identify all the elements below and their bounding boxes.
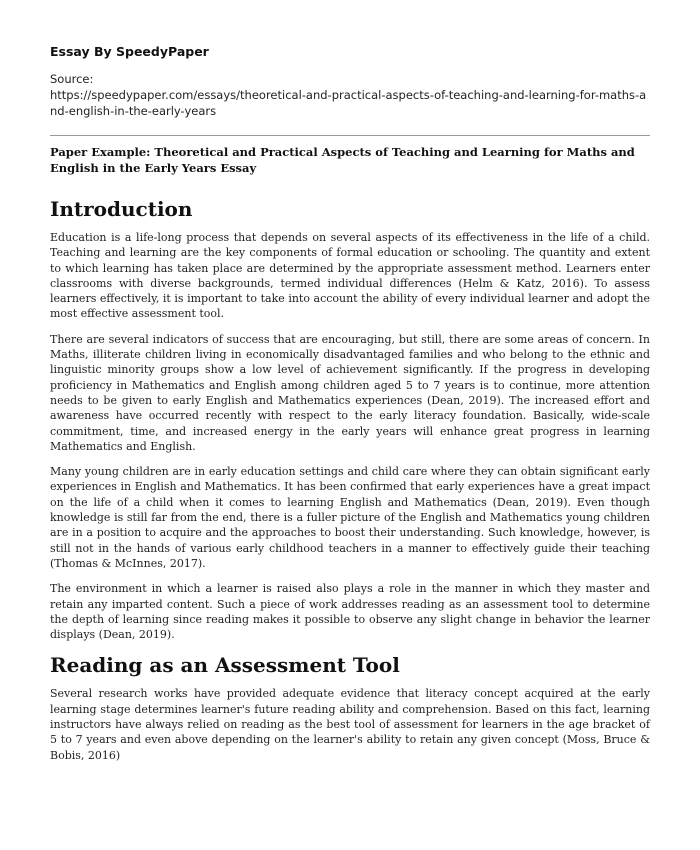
paper-title: Paper Example: Theoretical and Practical Aspects of Teaching and Learning for Maths and English in the Early Years Essay xyxy=(50,145,635,175)
paragraph: Several research works have provided adequate evidence that literacy concept acquired at the early learning stage determines learner's future reading ability and comprehension. Based on this fact, learning instructors have always relied on reading as the best tool of assessment for learners in the age bracket of 5 to 7 years and even above depending on the learner's ability to retain any given concept (Moss, Bruce & Bobis, 2016) xyxy=(50,687,650,762)
divider xyxy=(50,135,650,136)
section-introduction xyxy=(50,196,650,642)
paragraph: The environment in which a learner is raised also plays a role in the manner in which they master and retain any imparted content. Such a piece of work addresses reading as an assessment tool to determine the depth of learning since reading makes it possible to observe any slight change in behavior the learner displays (Dean, 2019). xyxy=(50,582,650,642)
paragraph: Many young children are in early education settings and child care where they can obtain significant early experiences in English and Mathematics. It has been confirmed that early experiences have a great impact on the life of a child when it comes to learning English and Mathematics (Dean, 2019). Even though knowledge is still far from the end, there is a fuller picture of the English and Mathematics young children are in a position to acquire and the approaches to boost their understanding. Such knowledge, however, is still not in the hands of various early childhood teachers in a manner to effectively guide their teaching (Thomas & McInnes, 2017). xyxy=(50,465,650,570)
paragraph: There are several indicators of success that are encouraging, but still, there are some areas of concern. In Maths, illiterate children living in economically disadvantaged families and who belong to the ethnic and linguistic minority groups show a low level of achievement significantly. If the progress in developing proficiency in Mathematics and English among children aged 5 to 7 years is to continue, more attention needs to be given to early English and Mathematics experiences (Dean, 2019). The increased effort and awareness have occurred recently with respect to the early literacy foundation. Basically, wide-scale commitment, time, and increased energy in the early years will enhance great progress in learning Mathematics and English. xyxy=(50,332,650,453)
source-url[interactable]: https://speedypaper.com/essays/theoretical-and-practical-aspects-of-teaching-and-learning-for-maths-and-english-in-the-early-years xyxy=(50,88,647,118)
paragraph: Education is a life-long process that depends on several aspects of its effectiveness in the life of a child. Teaching and learning are the key components of formal education or schooling. The quantity and extent to which learning has taken place are determined by the appropriate assessment method. Learners enter classrooms with diverse backgrounds, termed individual differences (Helm & Katz, 2016). To assess learners effectively, it is important to take into account the ability of every individual learner and adopt the most effective assessment tool. xyxy=(50,231,650,321)
section-reading-assessment xyxy=(50,652,650,762)
source-label: Source: xyxy=(50,72,94,86)
document-page xyxy=(50,40,650,773)
brand-title: Essay By SpeedyPaper xyxy=(50,44,209,59)
section-heading: Reading as an Assessment Tool xyxy=(50,653,400,678)
section-heading: Introduction xyxy=(50,197,193,221)
